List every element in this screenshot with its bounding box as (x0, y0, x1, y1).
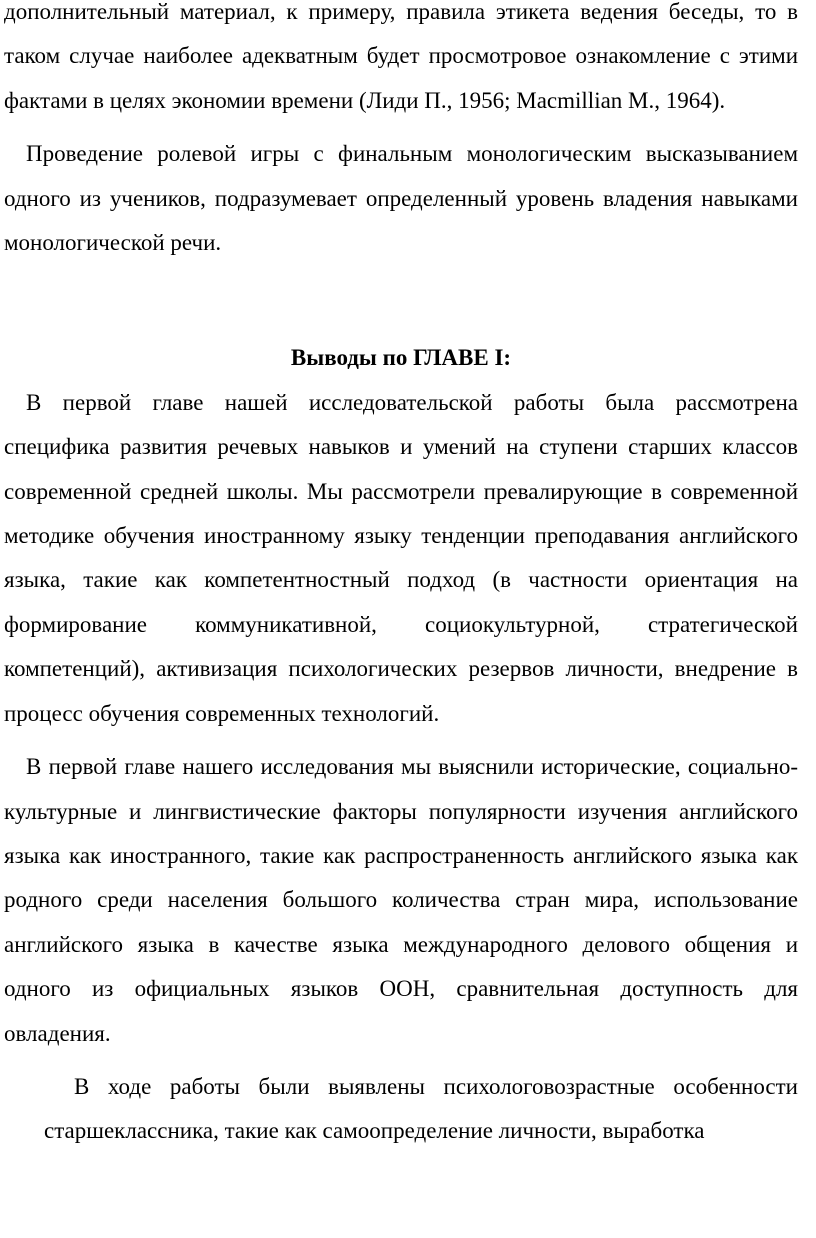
paragraph-conclusions-1: В первой главе нашей исследовательской работы была рассмотрена специфика развития речевых навыков и умений на ступени старших классов современной средней школы. Мы рассмотрели превалирующие в современной методике обучения иностранному языку тенденции преподавания английского языка, такие как компетентностный подход (в частности ориентация на формирование коммуникативной, социокультурной, стратегической компетенций), активизация психологических резервов личности, внедрение в процесс обучения современных технологий. (4, 389, 798, 726)
chapter-conclusions-heading: Выводы по ГЛАВЕ I: (290, 345, 512, 371)
paragraph-conclusions-2: В первой главе нашего исследования мы выяснили исторические, социально-культурные и лингвистические факторы популярности изучения английского языка как иностранного, такие как распространенность английского языка как родного среди населения большого количества стран мира, использование английского языка в качестве языка международного делового общения и одного из официальных языков ООН, сравнительная доступность для овладения. (4, 754, 798, 1046)
paragraph-conclusions-3: В ходе работы были выявлены психологовозрастные особенности старшеклассника, такие как самоопределение личности, выработка (44, 1073, 798, 1144)
paragraph-continuation: дополнительный материал, к примеру, правила этикета ведения беседы, то в таком случае наиболее адекватным будет просмотровое ознакомление с этими фактами в целях экономии времени (Лиди П., 1956; Macmillian M., 1964). (4, 0, 798, 113)
paragraph-role-play: Проведение ролевой игры с финальным монологическим высказыванием одного из учеников, подразумевает определенный уровень владения навыками монологической речи. (4, 141, 798, 256)
